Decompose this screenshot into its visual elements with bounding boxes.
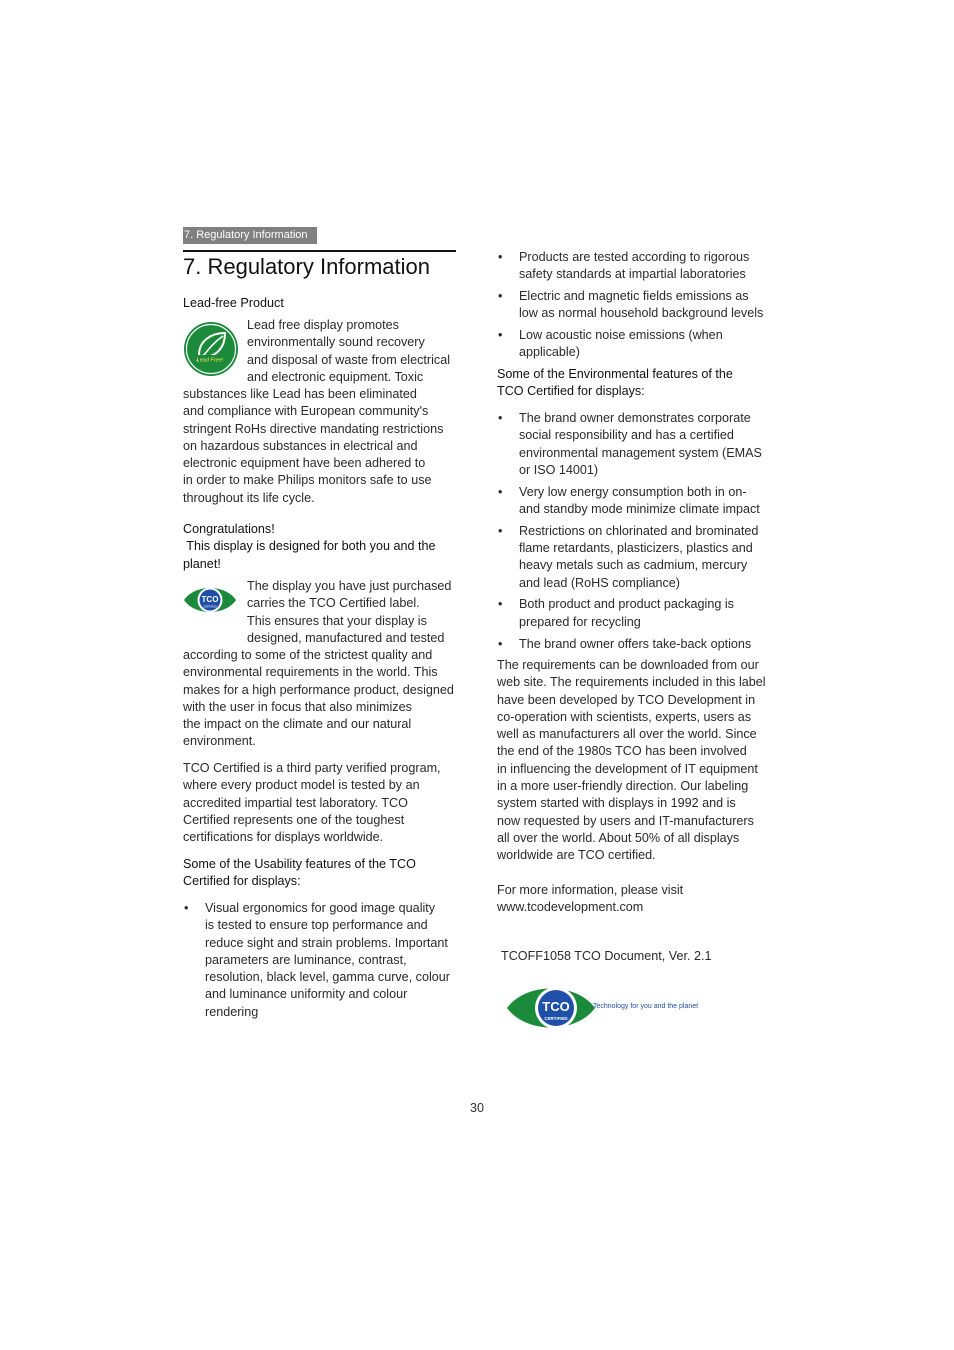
list-item: • Very low energy consumption both in on- and standby mode minimize climate impact [498, 484, 760, 516]
page-number: 30 [469, 1101, 484, 1115]
svg-text:CERTIFIED: CERTIFIED [203, 605, 217, 609]
lead-free-logo [183, 321, 239, 377]
leaf-icon [183, 321, 239, 377]
svg-text:Lead Free!: Lead Free! [196, 357, 224, 364]
page-title: 7. Regulatory Information [183, 254, 431, 279]
title-rule [183, 250, 456, 252]
list-item: • Low acoustic noise emissions (when applicable) [498, 328, 723, 360]
svg-text:TCO: TCO [542, 999, 570, 1014]
lead-free-text-wrapped: Lead free display promotes environmentally sound recovery and disposal of waste from electrical and electronic equipment. Toxic [247, 318, 450, 384]
svg-text:TCO: TCO [201, 595, 219, 604]
congrats-heading: Congratulations! This display is designed for both you and the planet! [183, 522, 436, 571]
section-tag: 7. Regulatory Information [183, 227, 317, 244]
usability-list-left [183, 900, 473, 1026]
document-reference: TCOFF1058 TCO Document, Ver. 2.1 [501, 949, 712, 963]
more-info: For more information, please visit www.tcodevelopment.com [497, 882, 683, 917]
list-item: • Products are tested according to rigorous safety standards at impartial laboratories [498, 250, 750, 282]
congrats-text: according to some of the strictest quality and environmental requirements in the world. This makes for a high performance product, designed with the user in focus that also minimizes the impact on the climate and our natural environment. [183, 648, 454, 749]
environmental-list [497, 410, 797, 657]
usability-list-right [497, 249, 797, 366]
list-item: • The brand owner demonstrates corporate social responsibility and has a certified environmental management system (EMAS or ISO 14001) [498, 411, 762, 477]
lead-free-text: substances like Lead has been eliminated and compliance with European community's stringent RoHs directive mandating restrictions on hazardous substances in electrical and electronic equipment have been adhered to in order to make Philips monitors safe to use throughout its life cycle. [183, 387, 444, 505]
tco-certified-icon [183, 583, 237, 617]
list-item: • Visual ergonomics for good image quality is tested to ensure top performance and reduce sight and strain problems. Important parameters are luminance, contrast, resolution, black level, gamma curve, colour and luminance uniformity and colour rendering [184, 901, 450, 1019]
tco-program-text: TCO Certified is a third party verified program, where every product model is tested by an accredited impartial test laboratory. TCO Certified represents one of the toughest certifications for displays worldwide. [183, 761, 441, 845]
tco-tagline: Technology for you and the planet [593, 1003, 699, 1010]
tco-logo-large [506, 980, 596, 1036]
lead-free-heading: Lead-free Product [183, 296, 284, 310]
list-item: • Restrictions on chlorinated and brominated flame retardants, plasticizers, plastics and heavy metals such as cadmium, mercury and lead (RoHS compliance) [498, 523, 759, 590]
list-item: • Electric and magnetic fields emissions as low as normal household background levels [498, 289, 764, 321]
congrats-text-wrapped: The display you have just purchased carries the TCO Certified label. This ensures that your display is designed, manufactured and tested [247, 579, 452, 645]
tco-website-link[interactable]: www.tcodevelopment.com [497, 900, 644, 915]
list-item: • Both product and product packaging is prepared for recycling [498, 597, 734, 629]
list-item: • The brand owner offers take-back options [498, 636, 752, 651]
environmental-heading: Some of the Environmental features of the TCO Certified for displays: [497, 367, 733, 399]
tco-certified-icon [506, 980, 596, 1036]
usability-heading: Some of the Usability features of the TCO Certified for displays: [183, 857, 416, 889]
requirements-text: The requirements can be downloaded from our web site. The requirements included in this label have been developed by TCO Development in co-operation with scientists, experts, users as well as manufacturers all over the world. Since the end of the 1980s TCO has been involved in influencing the development of IT equipment in a more user-friendly direction. Our labeling system started with displays in 1992 and is now requested by users and IT-manufacturers all over the world. About 50% of all displays worldwide are TCO certified. [497, 658, 766, 863]
tco-logo-small [183, 583, 237, 617]
svg-text:CERTIFIED: CERTIFIED [544, 1016, 568, 1021]
